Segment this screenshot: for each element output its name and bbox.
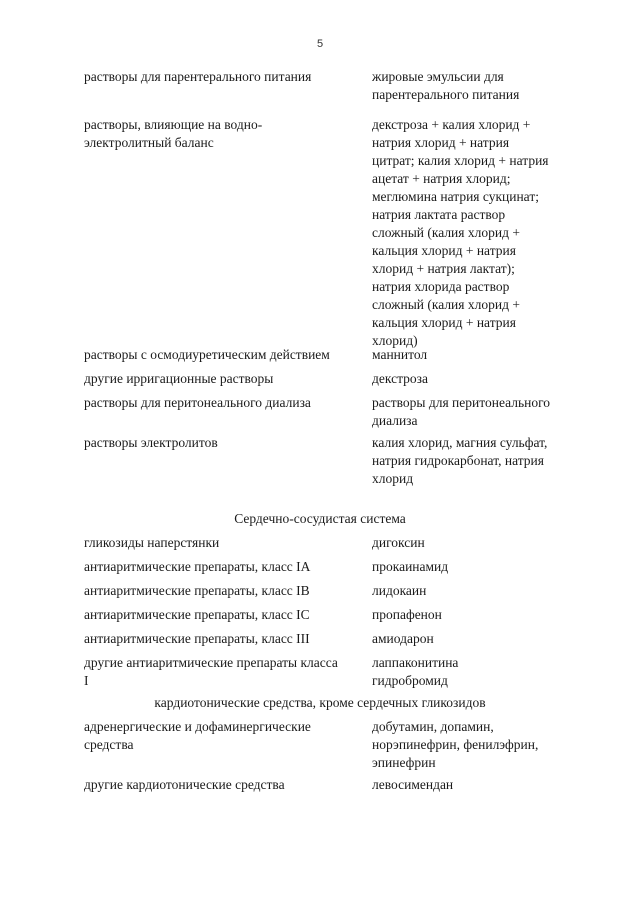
drug-group-label: антиаритмические препараты, класс IA	[84, 559, 311, 574]
drug-names: пропафенон	[372, 607, 442, 622]
drug-names: добутамин, допамин, норэпинефрин, фенилэфрин, эпинефрин	[372, 719, 539, 770]
section-heading: кардиотонические средства, кроме сердечных гликозидов	[154, 695, 486, 710]
drug-group-label: другие ирригационные растворы	[84, 371, 274, 386]
drug-names: жировые эмульсии для парентерального питания	[372, 69, 520, 102]
drug-group-label: растворы с осмодиуретическим действием	[84, 347, 330, 362]
drug-names: маннитол	[372, 347, 428, 362]
drug-names: левосимендан	[372, 777, 454, 792]
drug-names: амиодарон	[372, 631, 434, 646]
drug-group-label: адренергические и дофаминергические средства	[84, 719, 311, 752]
section-heading: Сердечно-сосудистая система	[234, 511, 406, 526]
drug-group-label: растворы электролитов	[84, 435, 218, 450]
drug-group-label: антиаритмические препараты, класс III	[84, 631, 310, 646]
drug-group-label: антиаритмические препараты, класс IC	[84, 607, 310, 622]
drug-group-label: другие антиаритмические препараты класса I	[84, 655, 338, 688]
drug-names: декстроза	[372, 371, 428, 386]
drug-names: растворы для перитонеального диализа	[372, 395, 551, 428]
drug-names: декстроза + калия хлорид + натрия хлорид + натрия цитрат; калия хлорид + натрия ацетат + натрия хлорид; меглюмина натрия сукцинат; натрия лактата раствор сложный (калия хлорид + кальция хлорид + натрия хлорид + натрия лактат); натрия хлорида раствор сложный (калия хлорид + кальция хлорид + натрия хлорид)	[372, 117, 549, 348]
drug-group-label: растворы, влияющие на водно-электролитный баланс	[84, 117, 263, 150]
drug-group-label: растворы для перитонеального диализа	[84, 395, 311, 410]
drug-group-label: антиаритмические препараты, класс IB	[84, 583, 310, 598]
drug-names: лаппаконитина гидробромид	[372, 655, 459, 688]
drug-names: дигоксин	[372, 535, 425, 550]
drug-group-label: гликозиды наперстянки	[84, 535, 220, 550]
drug-names: калия хлорид, магния сульфат, натрия гидрокарбонат, натрия хлорид	[372, 435, 548, 486]
drug-group-label: другие кардиотонические средства	[84, 777, 285, 792]
drug-group-label: растворы для парентерального питания	[84, 69, 312, 84]
drug-names: прокаинамид	[372, 559, 449, 574]
page-number: 5	[316, 38, 324, 50]
drug-names: лидокаин	[372, 583, 427, 598]
